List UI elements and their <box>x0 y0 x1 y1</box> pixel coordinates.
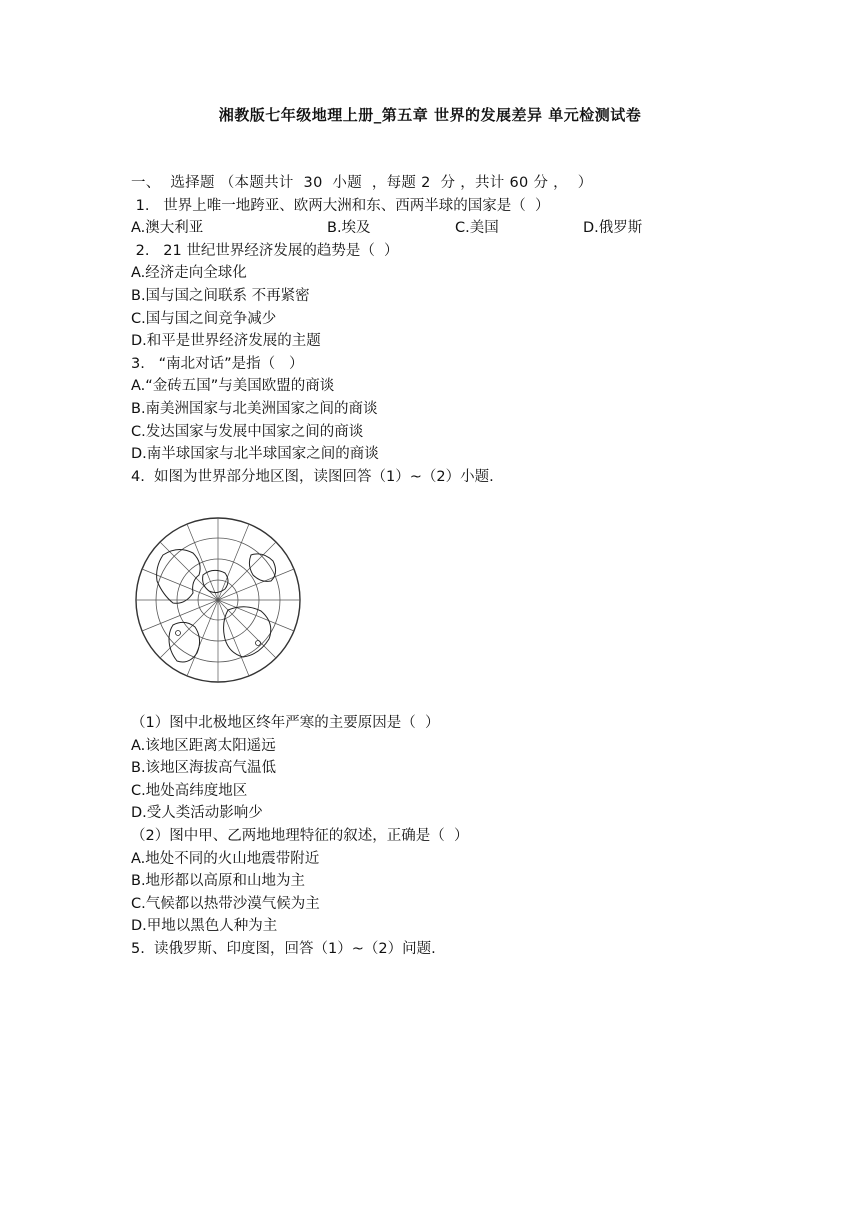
q4-sub2-option-d: D.甲地以黑色人种为主 <box>131 918 278 935</box>
polar-projection-map <box>133 515 303 685</box>
q1-options <box>131 217 731 240</box>
q5-stem: 5. 读俄罗斯、印度图，回答（1）~（2）问题. <box>131 940 436 957</box>
q4-sub1-option-a: A.该地区距离太阳遥远 <box>131 737 276 754</box>
q1-option-a: A.澳大利亚 <box>131 220 204 237</box>
q4-sub2-stem: （2）图中甲、乙两地地理特征的叙述，正确是（ ） <box>131 827 469 844</box>
q4-sub1-stem: （1）图中北极地区终年严寒的主要原因是（ ） <box>131 715 440 731</box>
q4-sub2-option-b: B.地形都以高原和山地为主 <box>131 873 306 890</box>
q3-option-a: A.“金砖五国”与美国欧盟的商谈 <box>131 378 335 395</box>
q4-sub2-option-c: C.气候都以热带沙漠气候为主 <box>131 895 320 912</box>
q2-option-b: B.国与国之间联系 不再紧密 <box>131 287 310 304</box>
q1-option-b: B.埃及 <box>327 220 371 237</box>
q1-option-d: D.俄罗斯 <box>583 220 643 237</box>
q3-stem: 3. “南北对话”是指（ ） <box>131 355 304 372</box>
q4-sub1-option-b: B.该地区海拔高气温低 <box>131 760 277 777</box>
q4-sub2-option-a: A.地处不同的火山地震带附近 <box>131 850 320 867</box>
q1-option-c: C.美国 <box>455 220 499 237</box>
q3-option-d: D.南半球国家与北半球国家之间的商谈 <box>131 446 379 463</box>
q2-option-d: D.和平是世界经济发展的主题 <box>131 333 321 350</box>
q4-stem: 4. 如图为世界部分地区图，读图回答（1）~（2）小题. <box>131 468 494 485</box>
q4-sub1-option-d: D.受人类活动影响少 <box>131 805 263 822</box>
document-title: 湘教版七年级地理上册_第五章 世界的发展差异 单元检测试卷 <box>218 106 642 124</box>
questions-block-2 <box>131 712 731 961</box>
q3-option-c: C.发达国家与发展中国家之间的商谈 <box>131 423 364 440</box>
q2-option-c: C.国与国之间竞争减少 <box>131 310 277 327</box>
q3-option-b: B.南美洲国家与北美洲国家之间的商谈 <box>131 400 378 417</box>
section-header: 一、 选择题 （本题共计 30 小题 ，每题 2 分 ，共计 60 分 ， ） <box>131 175 593 191</box>
q4-sub1-option-c: C.地处高纬度地区 <box>131 782 248 799</box>
q1-stem: 1. 世界上唯一地跨亚、欧两大洲和东、西两半球的国家是（ ） <box>131 197 550 214</box>
q2-stem: 2. 21 世纪世界经济发展的趋势是（ ） <box>131 242 399 259</box>
questions-block-1 <box>131 172 731 488</box>
q2-option-a: A.经济走向全球化 <box>131 265 247 282</box>
polar-map-figure <box>133 515 303 685</box>
